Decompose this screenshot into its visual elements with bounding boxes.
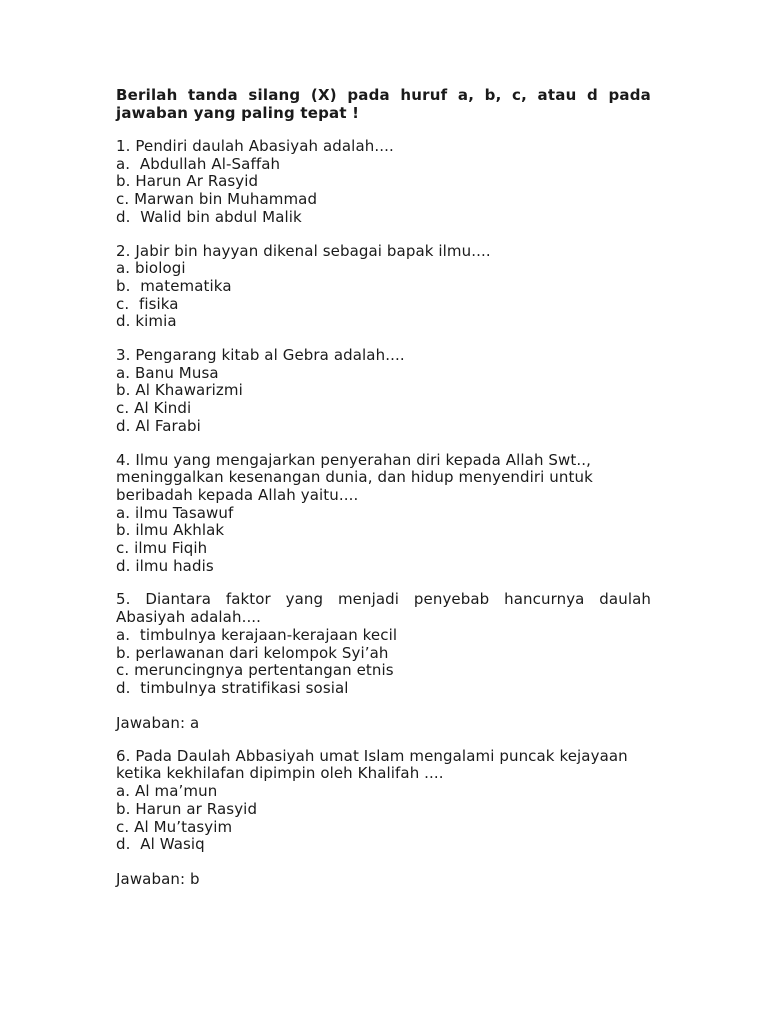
option-a: a. ilmu Tasawuf — [116, 503, 234, 522]
option-c: c. fisika — [116, 294, 179, 313]
option-d: d. kimia — [116, 312, 177, 331]
option-b: b. Harun Ar Rasyid — [116, 172, 259, 191]
question-1 — [116, 138, 651, 227]
option-b: b. matematika — [116, 276, 232, 295]
question-6 — [116, 748, 651, 854]
option-a: a. Al ma’mun — [116, 782, 218, 801]
option-a: a. timbulnya kerajaan-kerajaan kecil — [116, 625, 398, 644]
document-page — [116, 86, 656, 904]
question-text: 6. Pada Daulah Abbasiyah umat Islam mengalami puncak kejayaan ketika kekhilafan dipimpin oleh Khalifah .... — [116, 746, 633, 783]
question-text: 4. Ilmu yang mengajarkan penyerahan diri kepada Allah Swt.., meninggalkan kesenangan dunia, dan hidup menyendiri untuk beribadah kepada Allah yaitu.... — [116, 450, 598, 504]
option-c: c. Al Mu’tasyim — [116, 817, 233, 836]
option-c: c. ilmu Fiqih — [116, 539, 208, 558]
question-text: 2. Jabir bin hayyan dikenal sebagai bapak ilmu.... — [116, 241, 491, 260]
question-2 — [116, 243, 651, 332]
option-a: a. biologi — [116, 259, 186, 278]
option-d: d. Walid bin abdul Malik — [116, 207, 302, 226]
option-c: c. Al Kindi — [116, 399, 192, 418]
option-b: b. ilmu Akhlak — [116, 521, 225, 540]
instruction-text: Berilah tanda silang (X) pada huruf a, b, c, atau d pada jawaban yang paling tepat ! — [116, 86, 651, 122]
question-4 — [116, 452, 651, 576]
option-b: b. Harun ar Rasyid — [116, 799, 258, 818]
question-text: 3. Pengarang kitab al Gebra adalah.... — [116, 346, 405, 365]
option-a: a. Banu Musa — [116, 363, 219, 382]
answer-key-6: Jawaban: b — [116, 869, 200, 888]
option-c: c. meruncingnya pertentangan etnis — [116, 661, 394, 680]
option-d: d. Al Farabi — [116, 416, 201, 435]
question-3 — [116, 347, 651, 436]
option-b: b. Al Khawarizmi — [116, 381, 243, 400]
option-a: a. Abdullah Al-Saffah — [116, 154, 281, 173]
option-b: b. perlawanan dari kelompok Syi’ah — [116, 643, 389, 662]
question-5 — [116, 590, 656, 697]
question-text: 5. Diantara faktor yang menjadi penyebab hancurnya daulah Abasiyah adalah.... — [116, 590, 656, 627]
option-d: d. Al Wasiq — [116, 835, 205, 854]
option-d: d. ilmu hadis — [116, 556, 214, 575]
answer-key-5: Jawaban: a — [116, 713, 200, 732]
option-d: d. timbulnya stratifikasi sosial — [116, 678, 349, 697]
question-text: 1. Pendiri daulah Abasiyah adalah.... — [116, 137, 394, 155]
option-c: c. Marwan bin Muhammad — [116, 190, 318, 209]
